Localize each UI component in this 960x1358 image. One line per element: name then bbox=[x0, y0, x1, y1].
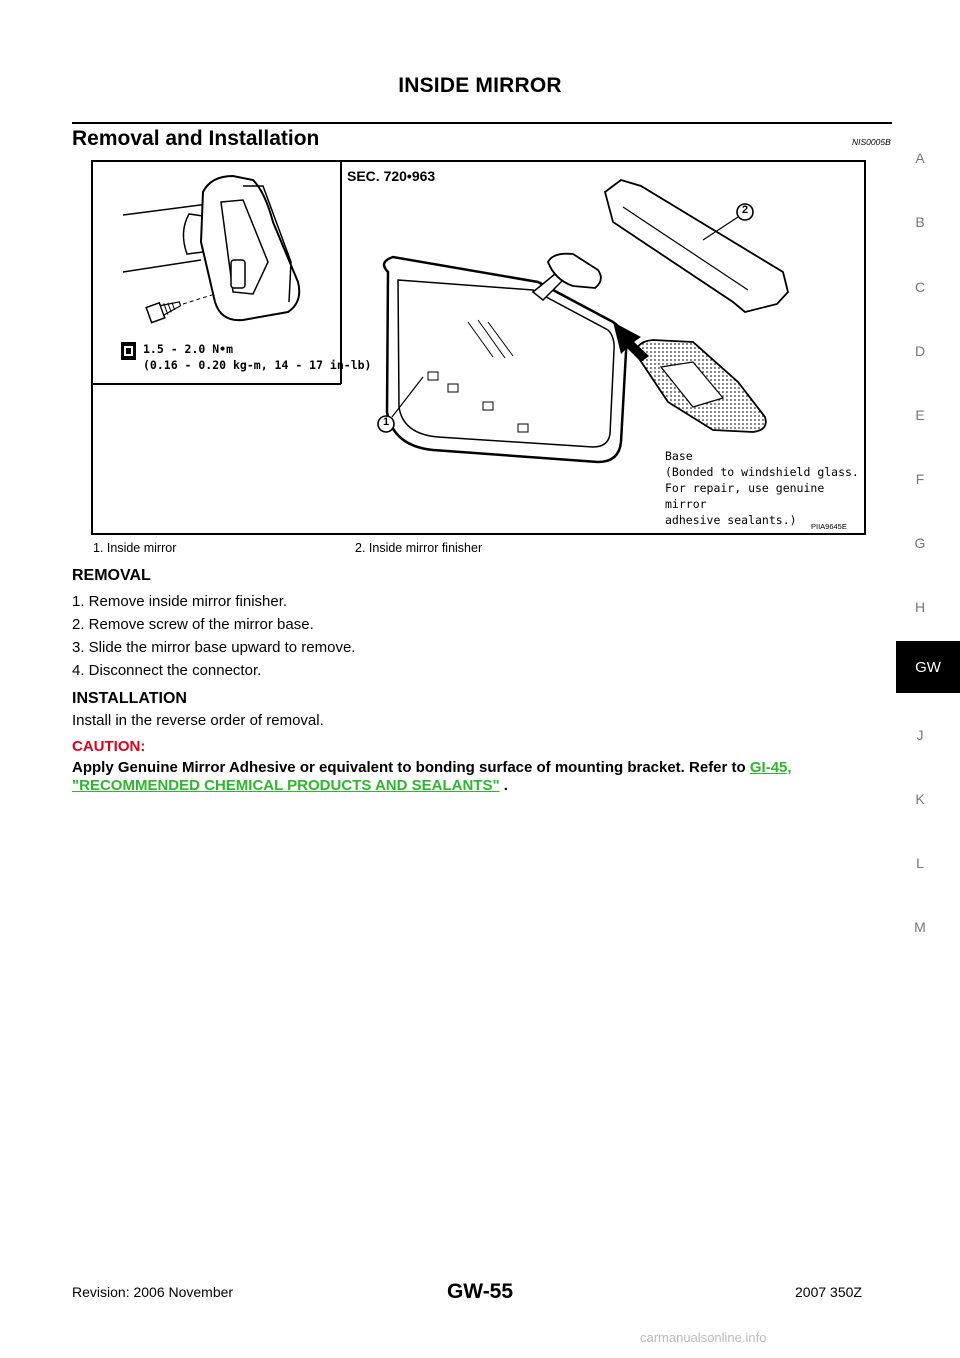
figure-id: PIIA9645E bbox=[811, 522, 847, 531]
callout-2: 2 bbox=[741, 204, 749, 216]
installation-text: Install in the reverse order of removal. bbox=[72, 712, 324, 729]
base-note-line1: Base bbox=[665, 449, 693, 463]
side-index-d[interactable]: D bbox=[914, 343, 926, 359]
side-index-f[interactable]: F bbox=[915, 471, 925, 487]
side-index-h[interactable]: H bbox=[914, 599, 926, 615]
sec-label: SEC. 720•963 bbox=[347, 168, 436, 184]
side-index-l[interactable]: L bbox=[916, 855, 924, 871]
section-title: Removal and Installation bbox=[72, 127, 320, 150]
side-index-m[interactable]: M bbox=[914, 919, 926, 935]
removal-step-2: 2. Remove screw of the mirror base. bbox=[72, 616, 314, 633]
removal-step-4: 4. Disconnect the connector. bbox=[72, 662, 262, 679]
removal-step-1: 1. Remove inside mirror finisher. bbox=[72, 593, 288, 610]
caution-sentence: Apply Genuine Mirror Adhesive or equivalent to bonding surface of mounting bracket. Refer to bbox=[72, 759, 750, 776]
side-index-a[interactable]: A bbox=[915, 150, 925, 166]
mirror-illustration bbox=[91, 160, 866, 535]
page-title: INSIDE MIRROR bbox=[398, 74, 562, 97]
section-code: NIS0005B bbox=[852, 137, 891, 147]
base-note bbox=[665, 448, 864, 528]
torque-spec-line2: (0.16 - 0.20 kg-m, 14 - 17 in-lb) bbox=[143, 358, 372, 372]
side-index-k[interactable]: K bbox=[915, 791, 925, 807]
side-index-c[interactable]: C bbox=[914, 279, 926, 295]
removal-heading: REMOVAL bbox=[72, 567, 151, 584]
installation-heading: INSTALLATION bbox=[72, 690, 187, 707]
legend-item-2: 2. Inside mirror finisher bbox=[355, 541, 483, 555]
side-index-e[interactable]: E bbox=[915, 407, 925, 423]
side-index-g[interactable]: G bbox=[914, 535, 926, 551]
page-number: GW-55 bbox=[446, 1280, 514, 1303]
caution-label: CAUTION: bbox=[72, 738, 146, 755]
reference-link-chemical-products[interactable]: "RECOMMENDED CHEMICAL PRODUCTS AND SEALANTS" bbox=[72, 777, 500, 794]
caution-text bbox=[72, 759, 902, 795]
legend-item-1: 1. Inside mirror bbox=[93, 541, 177, 555]
watermark: carmanualsonline.info bbox=[640, 1330, 767, 1345]
side-index-gw-active[interactable]: GW bbox=[896, 641, 960, 693]
model-label: 2007 350Z bbox=[795, 1284, 862, 1300]
base-note-line3: For repair, use genuine mirror bbox=[665, 481, 825, 511]
caution-end: . bbox=[499, 777, 508, 794]
removal-step-3: 3. Slide the mirror base upward to remove. bbox=[72, 639, 356, 656]
side-index-j[interactable]: J bbox=[916, 727, 924, 743]
torque-spec-line1: 1.5 - 2.0 N•m bbox=[143, 342, 234, 356]
base-note-line4: adhesive sealants.) bbox=[665, 513, 797, 527]
header-rule bbox=[72, 122, 892, 124]
side-index-b[interactable]: B bbox=[915, 214, 925, 230]
reference-link-gi45[interactable]: GI-45, bbox=[749, 759, 792, 776]
callout-1: 1 bbox=[382, 416, 390, 428]
revision-label: Revision: 2006 November bbox=[72, 1284, 234, 1300]
base-note-line2: (Bonded to windshield glass. bbox=[665, 465, 859, 479]
